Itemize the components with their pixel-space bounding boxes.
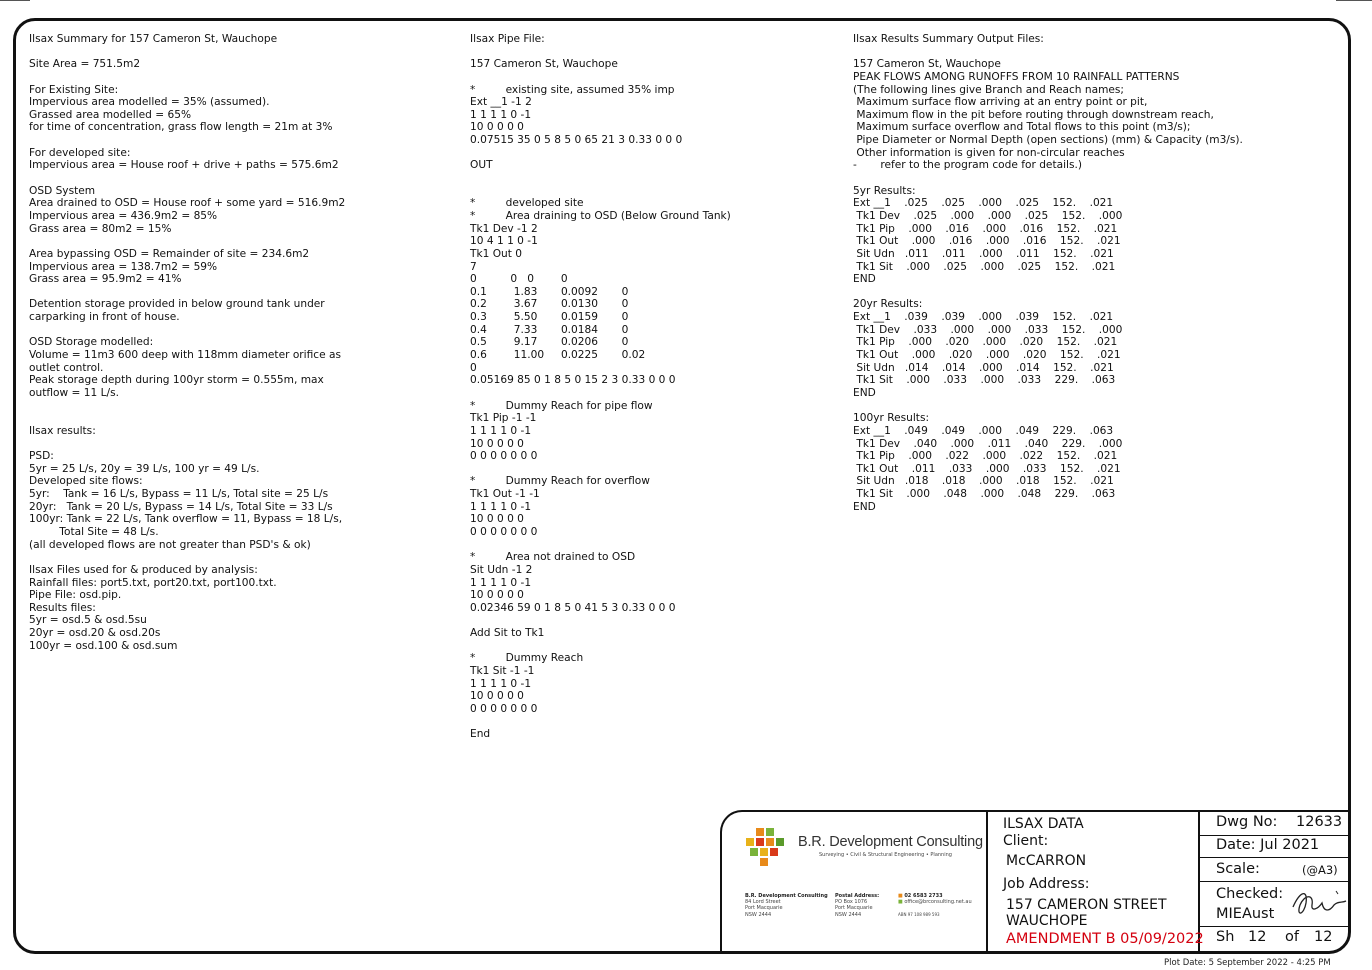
- dwg-no: 12633: [1296, 814, 1343, 830]
- text-line: Rainfall files: port5.txt, port20.txt, port100.txt.: [29, 576, 277, 589]
- scale-label: Scale:: [1216, 861, 1260, 877]
- text-line: * Dummy Reach for pipe flow: [470, 399, 653, 412]
- text-line: PSD:: [29, 450, 54, 463]
- text-line: Ilsax Results Summary Output Files:: [853, 33, 1044, 45]
- ilsax-results-column: [853, 33, 1243, 513]
- text-line: [470, 46, 731, 59]
- text-line: 10 0 0 0 0: [470, 589, 524, 602]
- text-line: 10 0 0 0 0: [470, 121, 524, 134]
- text-line: [853, 46, 1243, 59]
- job-address-label: Job Address:: [1003, 876, 1090, 892]
- title-block-row-line: [1200, 881, 1351, 882]
- text-line: Ext __1 .025 .025 .000 .025 152. .021: [853, 197, 1114, 210]
- company-logo-icon: [742, 826, 796, 868]
- text-line: Pipe Diameter or Normal Depth (open sections) (mm) & Capacity (m3/s).: [853, 134, 1243, 147]
- text-line: outflow = 11 L/s.: [29, 386, 119, 399]
- text-line: Maximum surface overflow and Total flows to this point (m3/s);: [853, 121, 1191, 134]
- sheet-number: 12: [1248, 929, 1267, 945]
- text-line: Tk1 Out .011 .033 .000 .033 152. .021: [853, 462, 1121, 475]
- text-line: End: [470, 728, 491, 741]
- amendment-note: AMENDMENT B 05/09/2022: [1006, 931, 1204, 947]
- text-line: END: [853, 386, 876, 399]
- text-line: 0: [470, 361, 477, 374]
- text-line: [470, 614, 731, 627]
- signature-icon: [1290, 885, 1348, 921]
- sheet-trim-mark: [0, 0, 30, 1]
- text-line: Tk1 Dev -1 2: [470, 222, 538, 235]
- text-line: Ext __1 -1 2: [470, 96, 532, 109]
- text-line: Ilsax results:: [29, 424, 96, 437]
- text-line: [29, 286, 345, 299]
- text-line: 1 1 1 1 0 -1: [470, 108, 532, 121]
- text-line: 5yr = osd.5 & osd.5su: [29, 614, 147, 627]
- scale-value: (@A3): [1302, 863, 1338, 877]
- text-line: [470, 185, 731, 198]
- text-line: (all developed flows are not greater than PSD's & ok): [29, 538, 311, 551]
- company-address: B.R. Development Consulting 84 Lord Street Port Macquarie NSW 2444: [745, 893, 828, 918]
- checked-label: Checked:: [1216, 886, 1284, 902]
- text-line: 10 0 0 0 0: [470, 437, 524, 450]
- sheet-trim-mark: [1336, 0, 1372, 1]
- job-address-line1: 157 CAMERON STREET: [1006, 897, 1167, 913]
- text-line: 0 0 0 0 0 0 0: [470, 702, 538, 715]
- text-line: For Existing Site:: [29, 83, 119, 96]
- text-line: 1 1 1 1 0 -1: [470, 424, 532, 437]
- title-block-row-line: [1200, 835, 1351, 836]
- text-line: Grass area = 95.9m2 = 41%: [29, 273, 182, 286]
- text-line: Tk1 Pip -1 -1: [470, 412, 537, 425]
- text-line: Tk1 Out -1 -1: [470, 488, 540, 501]
- text-line: 0.02346 59 0 1 8 5 0 41 5 3 0.33 0 0 0: [470, 601, 676, 614]
- text-line: Ilsax Summary for 157 Cameron St, Wauchope: [29, 33, 278, 45]
- text-line: 100yr: Tank = 22 L/s, Tank overflow = 11, Bypass = 18 L/s,: [29, 513, 343, 526]
- text-line: * Dummy Reach for overflow: [470, 475, 650, 488]
- text-line: * existing site, assumed 35% imp: [470, 83, 675, 96]
- text-line: 20yr: Tank = 20 L/s, Bypass = 14 L/s, Total Site = 33 L/s: [29, 500, 333, 513]
- text-line: Tk1 Dev .040 .000 .011 .040 229. .000: [853, 437, 1123, 450]
- text-line: [29, 71, 345, 84]
- client-name: McCARRON: [1006, 853, 1087, 869]
- text-line: Tk1 Sit .000 .048 .000 .048 229. .063: [853, 488, 1116, 501]
- text-line: Tk1 Sit .000 .025 .000 .025 152. .021: [853, 260, 1116, 273]
- company-name: B.R. Development Consulting: [798, 834, 983, 850]
- text-line: 20yr = osd.20 & osd.20s: [29, 627, 161, 640]
- sheet-total: 12: [1314, 929, 1333, 945]
- job-address-line2: WAUCHOPE: [1006, 913, 1088, 929]
- text-line: Peak storage depth during 100yr storm = 0.555m, max: [29, 374, 324, 387]
- text-line: OSD System: [29, 184, 96, 197]
- text-line: Ext __1 .039 .039 .000 .039 152. .021: [853, 311, 1114, 324]
- drawing-date: Date: Jul 2021: [1216, 837, 1320, 853]
- text-line: * developed site: [470, 197, 584, 210]
- text-line: * Area draining to OSD (Below Ground Tank): [470, 209, 731, 222]
- text-line: OSD Storage modelled:: [29, 336, 154, 349]
- text-line: 0.5 9.17 0.0206 0: [470, 336, 629, 349]
- text-line: 10 4 1 1 0 -1: [470, 235, 538, 248]
- text-line: [470, 147, 731, 160]
- text-line: 157 Cameron St, Wauchope: [853, 58, 1001, 71]
- text-line: 0.4 7.33 0.0184 0: [470, 323, 629, 336]
- text-line: [29, 400, 345, 413]
- text-line: [29, 324, 345, 337]
- text-line: 0.6 11.00 0.0225 0.02: [470, 349, 646, 362]
- text-line: Site Area = 751.5m2: [29, 58, 141, 71]
- text-line: 0.07515 35 0 5 8 5 0 65 21 3 0.33 0 0 0: [470, 134, 683, 147]
- text-line: Tk1 Out .000 .016 .000 .016 152. .021: [853, 235, 1121, 248]
- text-line: - refer to the program code for details.): [853, 159, 1082, 172]
- text-line: Impervious area = 436.9m2 = 85%: [29, 209, 218, 222]
- text-line: 5yr: Tank = 16 L/s, Bypass = 11 L/s, Total site = 25 L/s: [29, 488, 329, 501]
- text-line: [470, 716, 731, 729]
- text-line: Total Site = 48 L/s.: [29, 525, 159, 538]
- text-line: Tk1 Pip .000 .022 .000 .022 152. .021: [853, 450, 1118, 463]
- client-label: Client:: [1003, 833, 1049, 849]
- text-line: * Area not drained to OSD: [470, 551, 636, 564]
- text-line: OUT: [470, 159, 493, 172]
- text-line: 0 0 0 0 0 0 0: [470, 450, 538, 463]
- text-line: END: [853, 500, 876, 513]
- ilsax-summary-column: [29, 33, 345, 652]
- text-line: Detention storage provided in below ground tank under: [29, 298, 325, 311]
- text-line: Tk1 Dev .033 .000 .000 .033 152. .000: [853, 323, 1123, 336]
- text-line: Sit Udn .018 .018 .000 .018 152. .021: [853, 475, 1114, 488]
- text-line: Ext __1 .049 .049 .000 .049 229. .063: [853, 424, 1114, 437]
- text-line: carparking in front of house.: [29, 311, 180, 324]
- title-block-row-line: [1200, 926, 1351, 927]
- text-line: Tk1 Out 0: [470, 247, 523, 260]
- company-contact: ■ 02 6583 2733 ■ office@brconsulting.net.au ABN 97 108 989 593: [898, 893, 972, 917]
- text-line: 20yr Results:: [853, 298, 923, 311]
- sheet-of-label: of: [1285, 929, 1299, 945]
- text-line: Tk1 Out .000 .020 .000 .020 152. .021: [853, 349, 1121, 362]
- text-line: Impervious area = House roof + drive + paths = 575.6m2: [29, 159, 339, 172]
- text-line: Tk1 Sit -1 -1: [470, 665, 535, 678]
- text-line: Ilsax Files used for & produced by analysis:: [29, 563, 258, 576]
- text-line: 0 0 0 0: [470, 273, 568, 286]
- text-line: [29, 46, 345, 59]
- title-block-divider: [986, 810, 988, 954]
- drawing-title: ILSAX DATA: [1003, 816, 1084, 832]
- text-line: 1 1 1 1 0 -1: [470, 677, 532, 690]
- text-line: [29, 235, 345, 248]
- text-line: 0.3 5.50 0.0159 0: [470, 311, 629, 324]
- text-line: [470, 640, 731, 653]
- text-line: END: [853, 273, 876, 286]
- text-line: Tk1 Sit .000 .033 .000 .033 229. .063: [853, 374, 1116, 387]
- text-line: [29, 438, 345, 451]
- text-line: Area bypassing OSD = Remainder of site = 234.6m2: [29, 247, 310, 260]
- text-line: Sit Udn .014 .014 .000 .014 152. .021: [853, 361, 1114, 374]
- text-line: 1 1 1 1 0 -1: [470, 576, 532, 589]
- title-block-row-line: [1200, 857, 1351, 858]
- text-line: [853, 286, 1243, 299]
- text-line: Area drained to OSD = House roof + some yard = 516.9m2: [29, 197, 346, 210]
- text-line: [470, 539, 731, 552]
- text-line: 0.05169 85 0 1 8 5 0 15 2 3 0.33 0 0 0: [470, 374, 676, 387]
- text-line: 1 1 1 1 0 -1: [470, 500, 532, 513]
- text-line: Tk1 Pip .000 .020 .000 .020 152. .021: [853, 336, 1118, 349]
- text-line: 100yr Results:: [853, 412, 930, 425]
- text-line: Tk1 Dev .025 .000 .000 .025 152. .000: [853, 209, 1123, 222]
- text-line: [29, 172, 345, 185]
- text-line: [470, 463, 731, 476]
- text-line: (The following lines give Branch and Reach names;: [853, 83, 1124, 96]
- text-line: Impervious area modelled = 35% (assumed).: [29, 96, 270, 109]
- text-line: 100yr = osd.100 & osd.sum: [29, 639, 178, 652]
- text-line: PEAK FLOWS AMONG RUNOFFS FROM 10 RAINFALL PATTERNS: [853, 70, 1180, 83]
- company-tagline: Surveying • Civil & Structural Engineering • Planning: [819, 852, 952, 858]
- text-line: Sit Udn -1 2: [470, 563, 533, 576]
- text-line: Volume = 11m3 600 deep with 118mm diameter orifice as: [29, 349, 341, 362]
- text-line: Other information is given for non-circular reaches: [853, 146, 1125, 159]
- text-line: [470, 172, 731, 185]
- text-line: [29, 551, 345, 564]
- text-line: [470, 71, 731, 84]
- text-line: Maximum flow in the pit before routing through downstream reach,: [853, 108, 1214, 121]
- plot-date: Plot Date: 5 September 2022 - 4:25 PM: [1164, 958, 1331, 968]
- text-line: Tk1 Pip .000 .016 .000 .016 152. .021: [853, 222, 1118, 235]
- text-line: 5yr Results:: [853, 184, 916, 197]
- text-line: Developed site flows:: [29, 475, 143, 488]
- text-line: For developed site:: [29, 146, 131, 159]
- text-line: [853, 400, 1243, 413]
- text-line: Pipe File: osd.pip.: [29, 589, 122, 602]
- text-line: 0.1 1.83 0.0092 0: [470, 285, 629, 298]
- text-line: for time of concentration, grass flow length = 21m at 3%: [29, 121, 333, 134]
- text-line: Impervious area = 138.7m2 = 59%: [29, 260, 218, 273]
- text-line: Grass area = 80m2 = 15%: [29, 222, 172, 235]
- text-line: outlet control.: [29, 361, 104, 374]
- checked-by: MIEAust: [1216, 906, 1275, 922]
- text-line: [29, 134, 345, 147]
- text-line: 0.2 3.67 0.0130 0: [470, 298, 629, 311]
- sheet-label: Sh: [1216, 929, 1235, 945]
- text-line: 0 0 0 0 0 0 0: [470, 525, 538, 538]
- text-line: 7: [470, 260, 477, 273]
- text-line: [470, 387, 731, 400]
- postal-address: Postal Address: PO Box 1076 Port Macquarie NSW 2444: [835, 893, 880, 918]
- text-line: Sit Udn .011 .011 .000 .011 152. .021: [853, 247, 1114, 260]
- text-line: 5yr = 25 L/s, 20y = 39 L/s, 100 yr = 49 L/s.: [29, 462, 260, 475]
- text-line: Results files:: [29, 601, 96, 614]
- text-line: Ilsax Pipe File:: [470, 33, 545, 45]
- text-line: 10 0 0 0 0: [470, 513, 524, 526]
- text-line: Add Sit to Tk1: [470, 627, 545, 640]
- text-line: Grassed area modelled = 65%: [29, 108, 192, 121]
- text-line: 10 0 0 0 0: [470, 690, 524, 703]
- text-line: [29, 412, 345, 425]
- text-line: * Dummy Reach: [470, 652, 584, 665]
- ilsax-pipe-file-column: [470, 33, 731, 741]
- text-line: [853, 172, 1243, 185]
- dwg-no-label: Dwg No:: [1216, 814, 1278, 830]
- text-line: 157 Cameron St, Wauchope: [470, 58, 618, 71]
- text-line: Maximum surface flow arriving at an entry point or pit,: [853, 96, 1148, 109]
